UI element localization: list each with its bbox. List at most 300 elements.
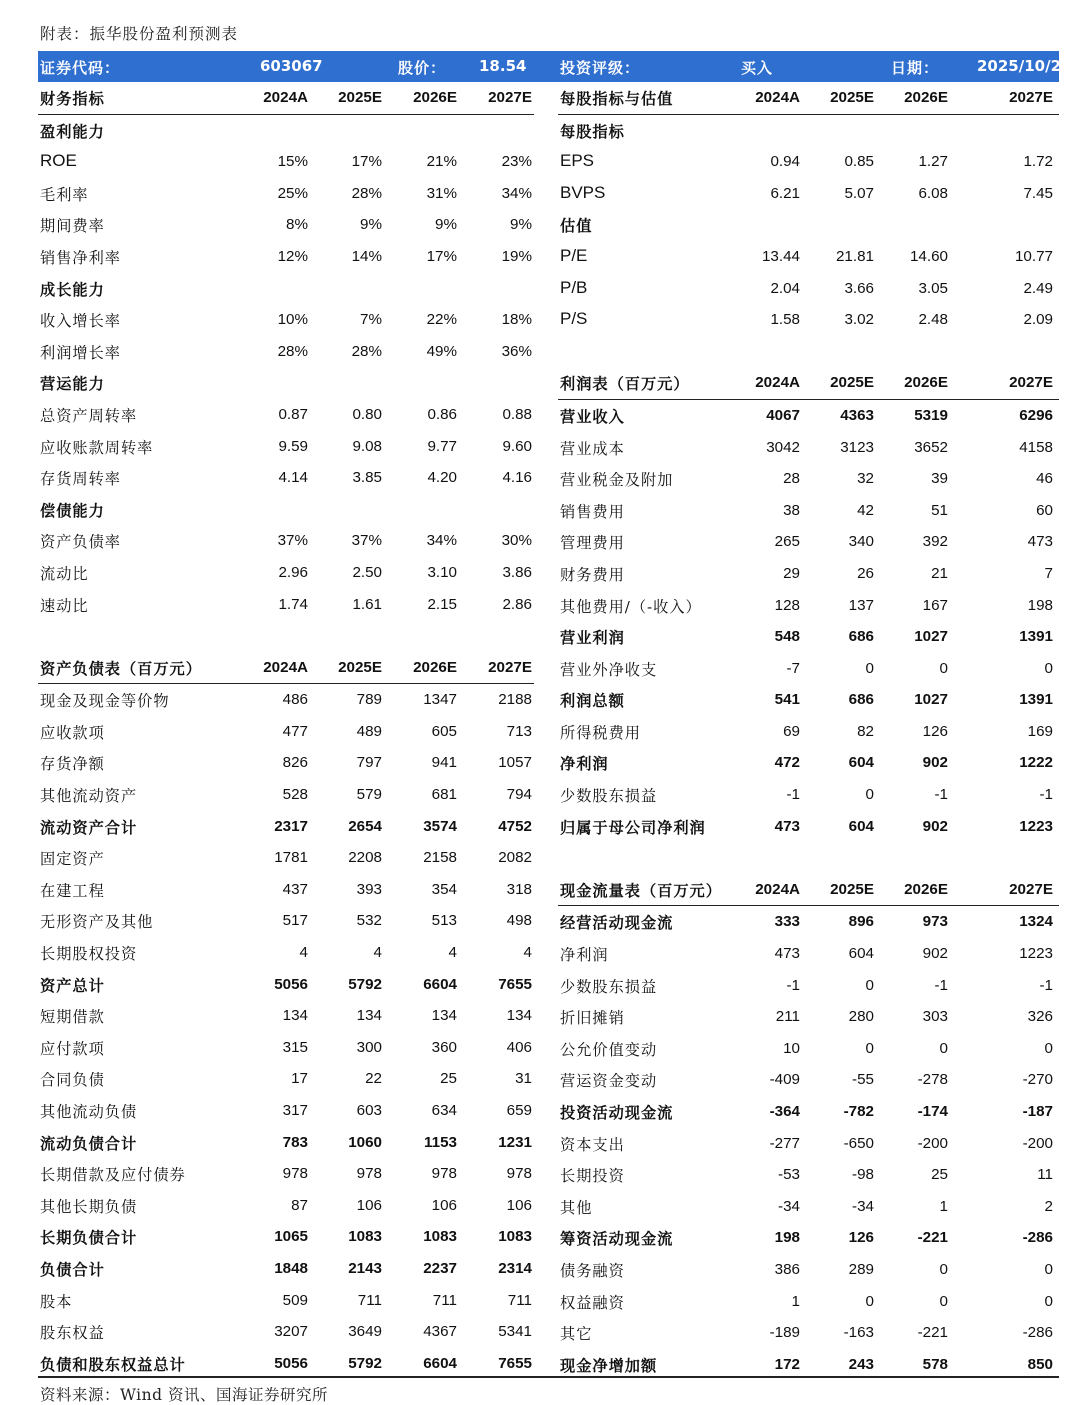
cell-value: 4	[373, 944, 382, 962]
cell-value: 21	[931, 564, 948, 582]
table-row	[38, 716, 534, 748]
cell-value: 0.85	[844, 153, 874, 171]
cell-value: 0.94	[770, 153, 800, 171]
cell-value: 6.21	[770, 184, 800, 202]
row-label: 速动比	[40, 596, 89, 615]
column-year: 2027E	[488, 658, 532, 676]
cell-value: 13.44	[761, 247, 800, 265]
row-label: 营业成本	[560, 439, 625, 458]
cell-value: 509	[282, 1291, 308, 1309]
cell-value: 167	[922, 596, 948, 614]
cell-value: 211	[775, 1008, 800, 1026]
column-year: 2025E	[830, 89, 874, 106]
cell-value: 14%	[351, 247, 382, 265]
cell-value: 21.81	[835, 247, 874, 265]
cell-value: 472	[774, 754, 800, 772]
row-label: 投资活动现金流	[560, 1104, 674, 1122]
cell-value: -1	[1039, 976, 1053, 994]
cell-value: 25	[931, 1166, 948, 1184]
section-heading-row	[38, 494, 534, 526]
cell-value: 850	[1027, 1355, 1053, 1373]
cell-value: 0	[1044, 659, 1053, 677]
price-label: 股价：	[398, 59, 447, 77]
row-label: 公允价值变动	[560, 1040, 658, 1059]
table-row	[558, 779, 1059, 811]
cell-value: 17	[291, 1070, 308, 1088]
cell-value: 1.27	[918, 153, 948, 171]
cell-value: 0	[865, 786, 874, 804]
row-label: 现金净增加额	[560, 1356, 658, 1375]
rating-label: 投资评级：	[560, 59, 641, 77]
bottom-rule	[38, 1376, 1059, 1378]
cell-value: 6296	[1019, 406, 1053, 424]
cell-value: -650	[843, 1134, 874, 1152]
row-label: 营运能力	[40, 375, 105, 394]
table-row	[558, 1317, 1059, 1349]
cell-value: 5056	[274, 975, 308, 993]
cell-value: 0	[865, 1039, 874, 1057]
cell-value: 11	[1037, 1166, 1053, 1184]
cell-value: 169	[1027, 722, 1053, 740]
table-row	[558, 1286, 1059, 1318]
cell-value: 1153	[424, 1133, 457, 1151]
cell-value: 2.04	[770, 279, 800, 297]
cell-value: 498	[506, 912, 532, 930]
cell-value: 2.96	[278, 563, 308, 581]
row-label: 流动负债合计	[40, 1134, 138, 1153]
row-label: 资产总计	[40, 976, 105, 995]
cell-value: 528	[282, 786, 308, 804]
column-year: 2024A	[755, 89, 800, 106]
cell-value: -7	[786, 659, 800, 677]
table-row	[38, 1221, 534, 1253]
cell-value: 4067	[766, 406, 800, 424]
cell-value: 393	[356, 880, 382, 898]
column-year: 2026E	[904, 89, 948, 106]
cell-value: 137	[848, 596, 874, 614]
cell-value: 39	[931, 470, 948, 488]
table-row	[38, 399, 534, 431]
cell-value: 489	[356, 722, 382, 740]
row-label: 管理费用	[560, 534, 625, 553]
row-label: 债务融资	[560, 1261, 625, 1280]
table-row	[558, 1096, 1059, 1128]
cell-value: 134	[431, 1007, 457, 1025]
cell-value: 28%	[351, 342, 382, 360]
table-row	[38, 557, 534, 589]
cell-value: 23%	[501, 153, 532, 171]
table-row	[38, 525, 534, 557]
cell-value: 4.16	[502, 469, 532, 487]
cell-value: 3.86	[502, 563, 532, 581]
table-header-row	[558, 367, 1059, 400]
cell-value: 1027	[914, 691, 948, 709]
cell-value: 2	[1044, 1197, 1053, 1215]
section-heading-row	[38, 273, 534, 305]
cell-value: 579	[356, 786, 382, 804]
cell-value: 10%	[277, 311, 308, 329]
cell-value: 1231	[498, 1133, 532, 1151]
table-header-row	[38, 652, 534, 685]
table-row	[38, 905, 534, 937]
cell-value: 4158	[1019, 438, 1053, 456]
table-row	[558, 621, 1059, 653]
table-row	[558, 526, 1059, 558]
cell-value: 2143	[348, 1259, 382, 1277]
cell-value: 686	[848, 628, 874, 646]
table-row	[558, 1222, 1059, 1254]
cell-value: 60	[1036, 501, 1053, 519]
table-row	[38, 431, 534, 463]
column-year: 2025E	[338, 89, 382, 106]
row-label: 应付款项	[40, 1039, 105, 1058]
cell-value: 9%	[510, 216, 532, 234]
source-note: 资料来源：Wind 资讯、国海证券研究所	[40, 1386, 328, 1404]
cell-value: 4367	[423, 1323, 457, 1341]
cell-value: 300	[356, 1038, 382, 1056]
cell-value: 1083	[423, 1228, 457, 1246]
cell-value: 6604	[423, 1354, 457, 1372]
cell-value: 12%	[277, 247, 308, 265]
cell-value: 9.59	[278, 437, 308, 455]
row-label: P/B	[560, 277, 588, 297]
cell-value: 198	[1027, 596, 1053, 614]
row-label: 盈利能力	[40, 122, 105, 141]
column-year: 2027E	[1009, 89, 1053, 106]
cell-value: 3.66	[844, 279, 874, 297]
cell-value: 25	[440, 1070, 457, 1088]
cell-value: 128	[774, 596, 800, 614]
cell-value: 604	[848, 754, 874, 772]
cell-value: 3652	[914, 438, 948, 456]
cell-value: 2.48	[918, 311, 948, 329]
cell-value: 1391	[1019, 628, 1053, 646]
cell-value: 0	[1044, 1292, 1053, 1310]
cell-value: 34%	[426, 532, 457, 550]
cell-value: 303	[922, 1008, 948, 1026]
row-label: 估值	[560, 217, 593, 236]
table-row	[558, 304, 1059, 336]
column-year: 2025E	[830, 374, 874, 392]
row-label: EPS	[560, 151, 595, 171]
cell-value: 0	[939, 1039, 948, 1057]
cell-value: 17%	[351, 153, 382, 171]
cell-value: 541	[774, 691, 800, 709]
cell-value: 340	[848, 533, 874, 551]
column-year: 2024A	[755, 880, 800, 898]
row-label: 股本	[40, 1292, 73, 1311]
column-year: 2026E	[904, 880, 948, 898]
table-row	[558, 1064, 1059, 1096]
cell-value: 0	[865, 659, 874, 677]
cell-value: 3574	[423, 817, 457, 835]
section-heading-row	[558, 115, 1059, 147]
cell-value: 4	[299, 944, 308, 962]
row-label: 销售净利率	[40, 248, 121, 267]
row-label: 流动资产合计	[40, 818, 138, 837]
table-row	[38, 811, 534, 843]
cell-value: -1	[934, 786, 948, 804]
cell-value: -782	[843, 1103, 874, 1120]
cell-value: 30%	[501, 532, 532, 550]
cell-value: 1222	[1019, 754, 1053, 772]
cell-value: 713	[506, 722, 532, 740]
spacer-row	[558, 842, 1059, 874]
section-heading-row	[38, 367, 534, 399]
cell-value: 978	[356, 1165, 382, 1183]
row-label: 营业税金及附加	[560, 471, 674, 490]
table-row	[558, 400, 1059, 432]
row-label: 长期投资	[560, 1167, 625, 1186]
section-heading-row	[558, 209, 1059, 241]
table-row	[558, 1159, 1059, 1191]
cell-value: 26	[857, 564, 874, 582]
cell-value: 5792	[348, 975, 382, 993]
table-row	[558, 241, 1059, 273]
cell-value: 31	[515, 1070, 532, 1088]
cell-value: 0	[865, 1292, 874, 1310]
cell-value: 5.07	[844, 184, 874, 202]
right-table	[558, 82, 1059, 1380]
table-row	[558, 273, 1059, 305]
cell-value: 686	[848, 691, 874, 709]
cell-value: 1	[939, 1197, 948, 1215]
column-year: 2026E	[904, 374, 948, 392]
column-year: 2024A	[755, 374, 800, 392]
cell-value: 106	[356, 1196, 382, 1214]
row-label: 利润增长率	[40, 343, 121, 362]
cell-value: 9.60	[502, 437, 532, 455]
cell-value: 978	[282, 1165, 308, 1183]
table-row	[558, 432, 1059, 464]
cell-value: 1083	[498, 1228, 532, 1246]
cell-value: 2082	[498, 849, 532, 867]
row-label: 折旧摊销	[560, 1009, 625, 1028]
cell-value: 477	[282, 722, 308, 740]
table-row	[558, 590, 1059, 622]
cell-value: 794	[506, 786, 532, 804]
table-row	[38, 779, 534, 811]
row-label: 现金及现金等价物	[40, 692, 170, 711]
table-row	[558, 653, 1059, 685]
cell-value: 978	[506, 1165, 532, 1183]
column-year: 2024A	[263, 658, 308, 676]
cell-value: 4363	[840, 406, 874, 424]
table-row	[558, 684, 1059, 716]
row-label: 营运资金变动	[560, 1072, 658, 1091]
cell-value: 386	[774, 1260, 800, 1278]
table-row	[38, 1316, 534, 1348]
cell-value: 18%	[501, 311, 532, 329]
row-label: 存货周转率	[40, 470, 121, 489]
cell-value: -286	[1022, 1324, 1053, 1342]
cell-value: 360	[431, 1038, 457, 1056]
cell-value: -270	[1022, 1071, 1053, 1089]
cell-value: 711	[507, 1291, 532, 1309]
cell-value: 134	[356, 1007, 382, 1025]
row-label: 资本支出	[560, 1135, 625, 1154]
cell-value: 318	[506, 880, 532, 898]
cell-value: 4	[523, 944, 532, 962]
cell-value: 29	[783, 564, 800, 582]
row-label: 收入增长率	[40, 312, 121, 331]
table-row	[558, 558, 1059, 590]
cell-value: 1781	[274, 849, 308, 867]
cell-value: 1223	[1019, 945, 1053, 963]
cell-value: -409	[769, 1071, 800, 1089]
table-row	[38, 209, 534, 241]
cell-value: -189	[769, 1324, 800, 1342]
cell-value: -55	[852, 1071, 874, 1089]
cell-value: 28	[783, 470, 800, 488]
left-table	[38, 82, 534, 1379]
row-label: ROE	[40, 151, 77, 171]
cell-value: 243	[848, 1355, 874, 1373]
header-bar	[38, 51, 1072, 82]
cell-value: 473	[774, 817, 800, 835]
cell-value: 1.74	[278, 595, 308, 613]
row-label: 应收账款周转率	[40, 438, 154, 457]
table-row	[38, 747, 534, 779]
cell-value: 31%	[426, 184, 457, 202]
row-label: 营业外净收支	[560, 660, 658, 679]
row-label: 应收款项	[40, 723, 105, 742]
row-label: 净利润	[560, 946, 609, 965]
cell-value: -53	[778, 1166, 800, 1184]
table-row	[558, 811, 1059, 843]
table-row	[558, 1033, 1059, 1065]
cell-value: 1065	[274, 1228, 308, 1246]
row-label: 成长能力	[40, 280, 105, 299]
table-row	[558, 747, 1059, 779]
table-row	[38, 1063, 534, 1095]
cell-value: 134	[282, 1007, 308, 1025]
cell-value: -1	[934, 976, 948, 994]
row-label: 营业利润	[560, 629, 625, 648]
cell-value: 265	[774, 533, 800, 551]
cell-value: -174	[917, 1103, 948, 1120]
cell-value: -1	[1039, 786, 1053, 804]
table-row	[558, 906, 1059, 938]
cell-value: 473	[774, 945, 800, 963]
table-row	[38, 1190, 534, 1222]
cell-value: 2237	[423, 1259, 457, 1277]
cell-value: 106	[431, 1196, 457, 1214]
table-row	[558, 1191, 1059, 1223]
table-row	[38, 1253, 534, 1285]
cell-value: 2654	[348, 817, 382, 835]
row-label: 在建工程	[40, 881, 105, 900]
cell-value: -34	[778, 1197, 800, 1215]
row-label: 营业收入	[560, 407, 625, 426]
cell-value: 28%	[277, 342, 308, 360]
row-label: 归属于母公司净利润	[560, 818, 706, 837]
cell-value: 902	[922, 754, 948, 772]
row-label: 利润表（百万元）	[560, 375, 690, 394]
cell-value: 5341	[498, 1323, 532, 1341]
row-label: 筹资活动现金流	[560, 1230, 674, 1249]
table-row	[558, 970, 1059, 1002]
cell-value: 25%	[277, 184, 308, 202]
cell-value: 1347	[423, 691, 457, 709]
row-label: 长期股权投资	[40, 945, 138, 964]
row-label: 销售费用	[560, 502, 625, 521]
cell-value: 22%	[426, 311, 457, 329]
cell-value: 902	[922, 817, 948, 835]
cell-value: 1.58	[770, 311, 800, 329]
cell-value: -277	[769, 1134, 800, 1152]
row-label: 资产负债率	[40, 533, 121, 552]
cell-value: 896	[848, 913, 874, 931]
cell-value: 4.20	[427, 469, 457, 487]
cell-value: 134	[506, 1007, 532, 1025]
cell-value: 87	[291, 1196, 308, 1214]
cell-value: 2.09	[1023, 311, 1053, 329]
row-label: 流动比	[40, 564, 89, 583]
cell-value: 783	[282, 1133, 308, 1151]
cell-value: 9%	[435, 216, 457, 234]
cell-value: 7%	[360, 311, 382, 329]
cell-value: 0.80	[352, 405, 382, 423]
cell-value: 1848	[274, 1259, 308, 1277]
table-row	[38, 874, 534, 906]
row-label: 负债合计	[40, 1260, 105, 1279]
table-row	[558, 495, 1059, 527]
cell-value: 198	[774, 1229, 800, 1247]
cell-value: 333	[774, 913, 800, 931]
cell-value: 9%	[360, 216, 382, 234]
cell-value: 2317	[274, 817, 308, 835]
row-label: 固定资产	[40, 850, 105, 869]
row-label: 财务费用	[560, 565, 625, 584]
cell-value: 280	[848, 1008, 874, 1026]
cell-value: 32	[857, 470, 874, 488]
table-header-row	[38, 82, 534, 115]
cell-value: 3207	[274, 1323, 308, 1341]
cell-value: 82	[857, 722, 874, 740]
table-row	[38, 1127, 534, 1159]
column-year: 2025E	[338, 658, 382, 676]
table-row	[558, 1128, 1059, 1160]
row-label: 存货净额	[40, 755, 105, 774]
cell-value: -98	[852, 1166, 874, 1184]
table-header-row	[558, 874, 1059, 907]
cell-value: 486	[282, 691, 308, 709]
column-year: 2024A	[263, 89, 308, 106]
cell-value: 126	[922, 722, 948, 740]
table-header-row	[558, 82, 1059, 115]
row-label: 合同负债	[40, 1071, 105, 1090]
cell-value: 28%	[351, 184, 382, 202]
table-row	[38, 684, 534, 716]
cell-value: 8%	[286, 216, 308, 234]
row-label: 利润总额	[560, 692, 625, 711]
cell-value: 3.02	[844, 311, 874, 329]
cell-value: 1223	[1019, 817, 1053, 835]
table-row	[38, 336, 534, 368]
cell-value: 2314	[498, 1259, 532, 1277]
table-row	[38, 146, 534, 178]
column-year: 2027E	[488, 89, 532, 106]
cell-value: 973	[922, 913, 948, 931]
cell-value: 1324	[1019, 913, 1053, 931]
cell-value: 0	[865, 976, 874, 994]
table-row	[38, 969, 534, 1001]
cell-value: 42	[857, 501, 874, 519]
cell-value: 532	[356, 912, 382, 930]
cell-value: 578	[922, 1355, 948, 1373]
cell-value: 604	[848, 945, 874, 963]
